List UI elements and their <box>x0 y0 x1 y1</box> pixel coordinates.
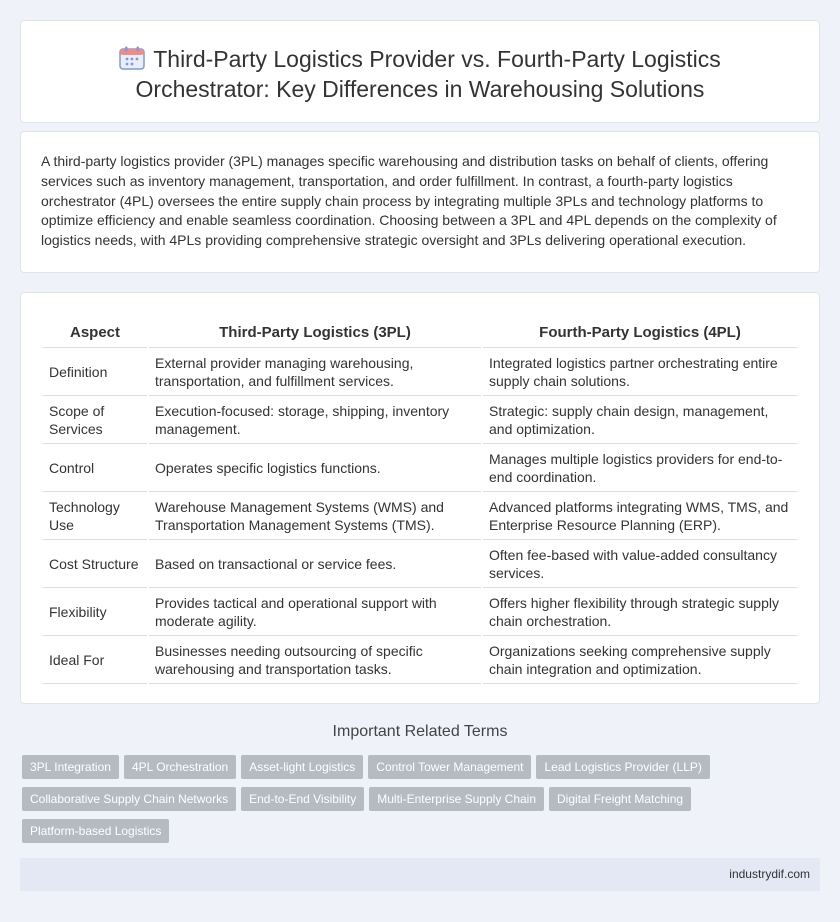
footer <box>20 858 820 891</box>
header-4pl: Fourth-Party Logistics (4PL) <box>483 311 797 348</box>
title-card <box>20 20 820 123</box>
row-aspect: Technology Use <box>43 492 147 540</box>
row-4pl: Advanced platforms integrating WMS, TMS, and Enterprise Resource Planning (ERP). <box>483 492 797 540</box>
row-aspect: Cost Structure <box>43 540 147 588</box>
related-terms-heading: Important Related Terms <box>332 723 508 740</box>
term-tag[interactable]: Control Tower Management <box>368 755 531 779</box>
row-3pl: Warehouse Management Systems (WMS) and Transportation Management Systems (TMS). <box>149 492 481 540</box>
row-3pl: External provider managing warehousing, transportation, and fulfillment services. <box>149 348 481 396</box>
term-tag[interactable]: End-to-End Visibility <box>241 787 364 811</box>
intro-paragraph: A third-party logistics provider (3PL) manages specific warehousing and distribution tasks on behalf of clients, offering services such as inventory management, transportation, and order fulfillment. In contrast, a fourth-party logistics orchestrator (4PL) oversees the entire supply chain process by integrating multiple 3PLs and technology platforms to optimize efficiency and enable seamless coordination. Choosing between a 3PL and 4PL depends on the complexity of logistics needs, with 4PLs providing comprehensive strategic oversight and 3PLs delivering operational execution. <box>41 153 777 249</box>
table-row <box>43 396 797 444</box>
row-4pl: Strategic: supply chain design, management, and optimization. <box>483 396 797 444</box>
table-row <box>43 636 797 684</box>
row-4pl: Offers higher flexibility through strategic supply chain orchestration. <box>483 588 797 636</box>
row-aspect: Scope of Services <box>43 396 147 444</box>
row-3pl: Provides tactical and operational support with moderate agility. <box>149 588 481 636</box>
footer-site-link[interactable]: industrydif.com <box>729 867 810 881</box>
header-3pl: Third-Party Logistics (3PL) <box>149 311 481 348</box>
row-3pl: Based on transactional or service fees. <box>149 540 481 588</box>
row-aspect: Definition <box>43 348 147 396</box>
table-header-row <box>43 311 797 348</box>
table-row <box>43 540 797 588</box>
table-row <box>43 348 797 396</box>
term-tag[interactable]: Collaborative Supply Chain Networks <box>22 787 236 811</box>
term-tag[interactable]: 4PL Orchestration <box>124 755 236 779</box>
table-row <box>43 588 797 636</box>
row-4pl: Integrated logistics partner orchestrating entire supply chain solutions. <box>483 348 797 396</box>
row-3pl: Businesses needing outsourcing of specific warehousing and transportation tasks. <box>149 636 481 684</box>
page-title <box>21 44 819 104</box>
row-4pl: Often fee-based with value-added consultancy services. <box>483 540 797 588</box>
title-line-2: Orchestrator: Key Differences in Warehousing Solutions <box>135 76 705 102</box>
comparison-table <box>41 311 799 684</box>
row-aspect: Ideal For <box>43 636 147 684</box>
calendar-icon <box>119 46 145 70</box>
table-row <box>43 444 797 492</box>
title-line-1: Third-Party Logistics Provider vs. Fourth-Party Logistics <box>153 46 721 72</box>
row-4pl: Organizations seeking comprehensive supply chain integration and optimization. <box>483 636 797 684</box>
term-tag[interactable]: Multi-Enterprise Supply Chain <box>369 787 544 811</box>
term-tag[interactable]: 3PL Integration <box>22 755 119 779</box>
header-aspect: Aspect <box>43 311 147 348</box>
term-tag[interactable]: Asset-light Logistics <box>241 755 363 779</box>
comparison-card <box>20 292 820 704</box>
term-tag[interactable]: Digital Freight Matching <box>549 787 691 811</box>
row-aspect: Flexibility <box>43 588 147 636</box>
row-3pl: Execution-focused: storage, shipping, inventory management. <box>149 396 481 444</box>
term-tag[interactable]: Platform-based Logistics <box>22 819 169 843</box>
row-3pl: Operates specific logistics functions. <box>149 444 481 492</box>
table-row <box>43 492 797 540</box>
term-tag[interactable]: Lead Logistics Provider (LLP) <box>536 755 709 779</box>
related-terms-list <box>22 755 802 851</box>
row-aspect: Control <box>43 444 147 492</box>
intro-card <box>20 131 820 273</box>
row-4pl: Manages multiple logistics providers for end-to-end coordination. <box>483 444 797 492</box>
